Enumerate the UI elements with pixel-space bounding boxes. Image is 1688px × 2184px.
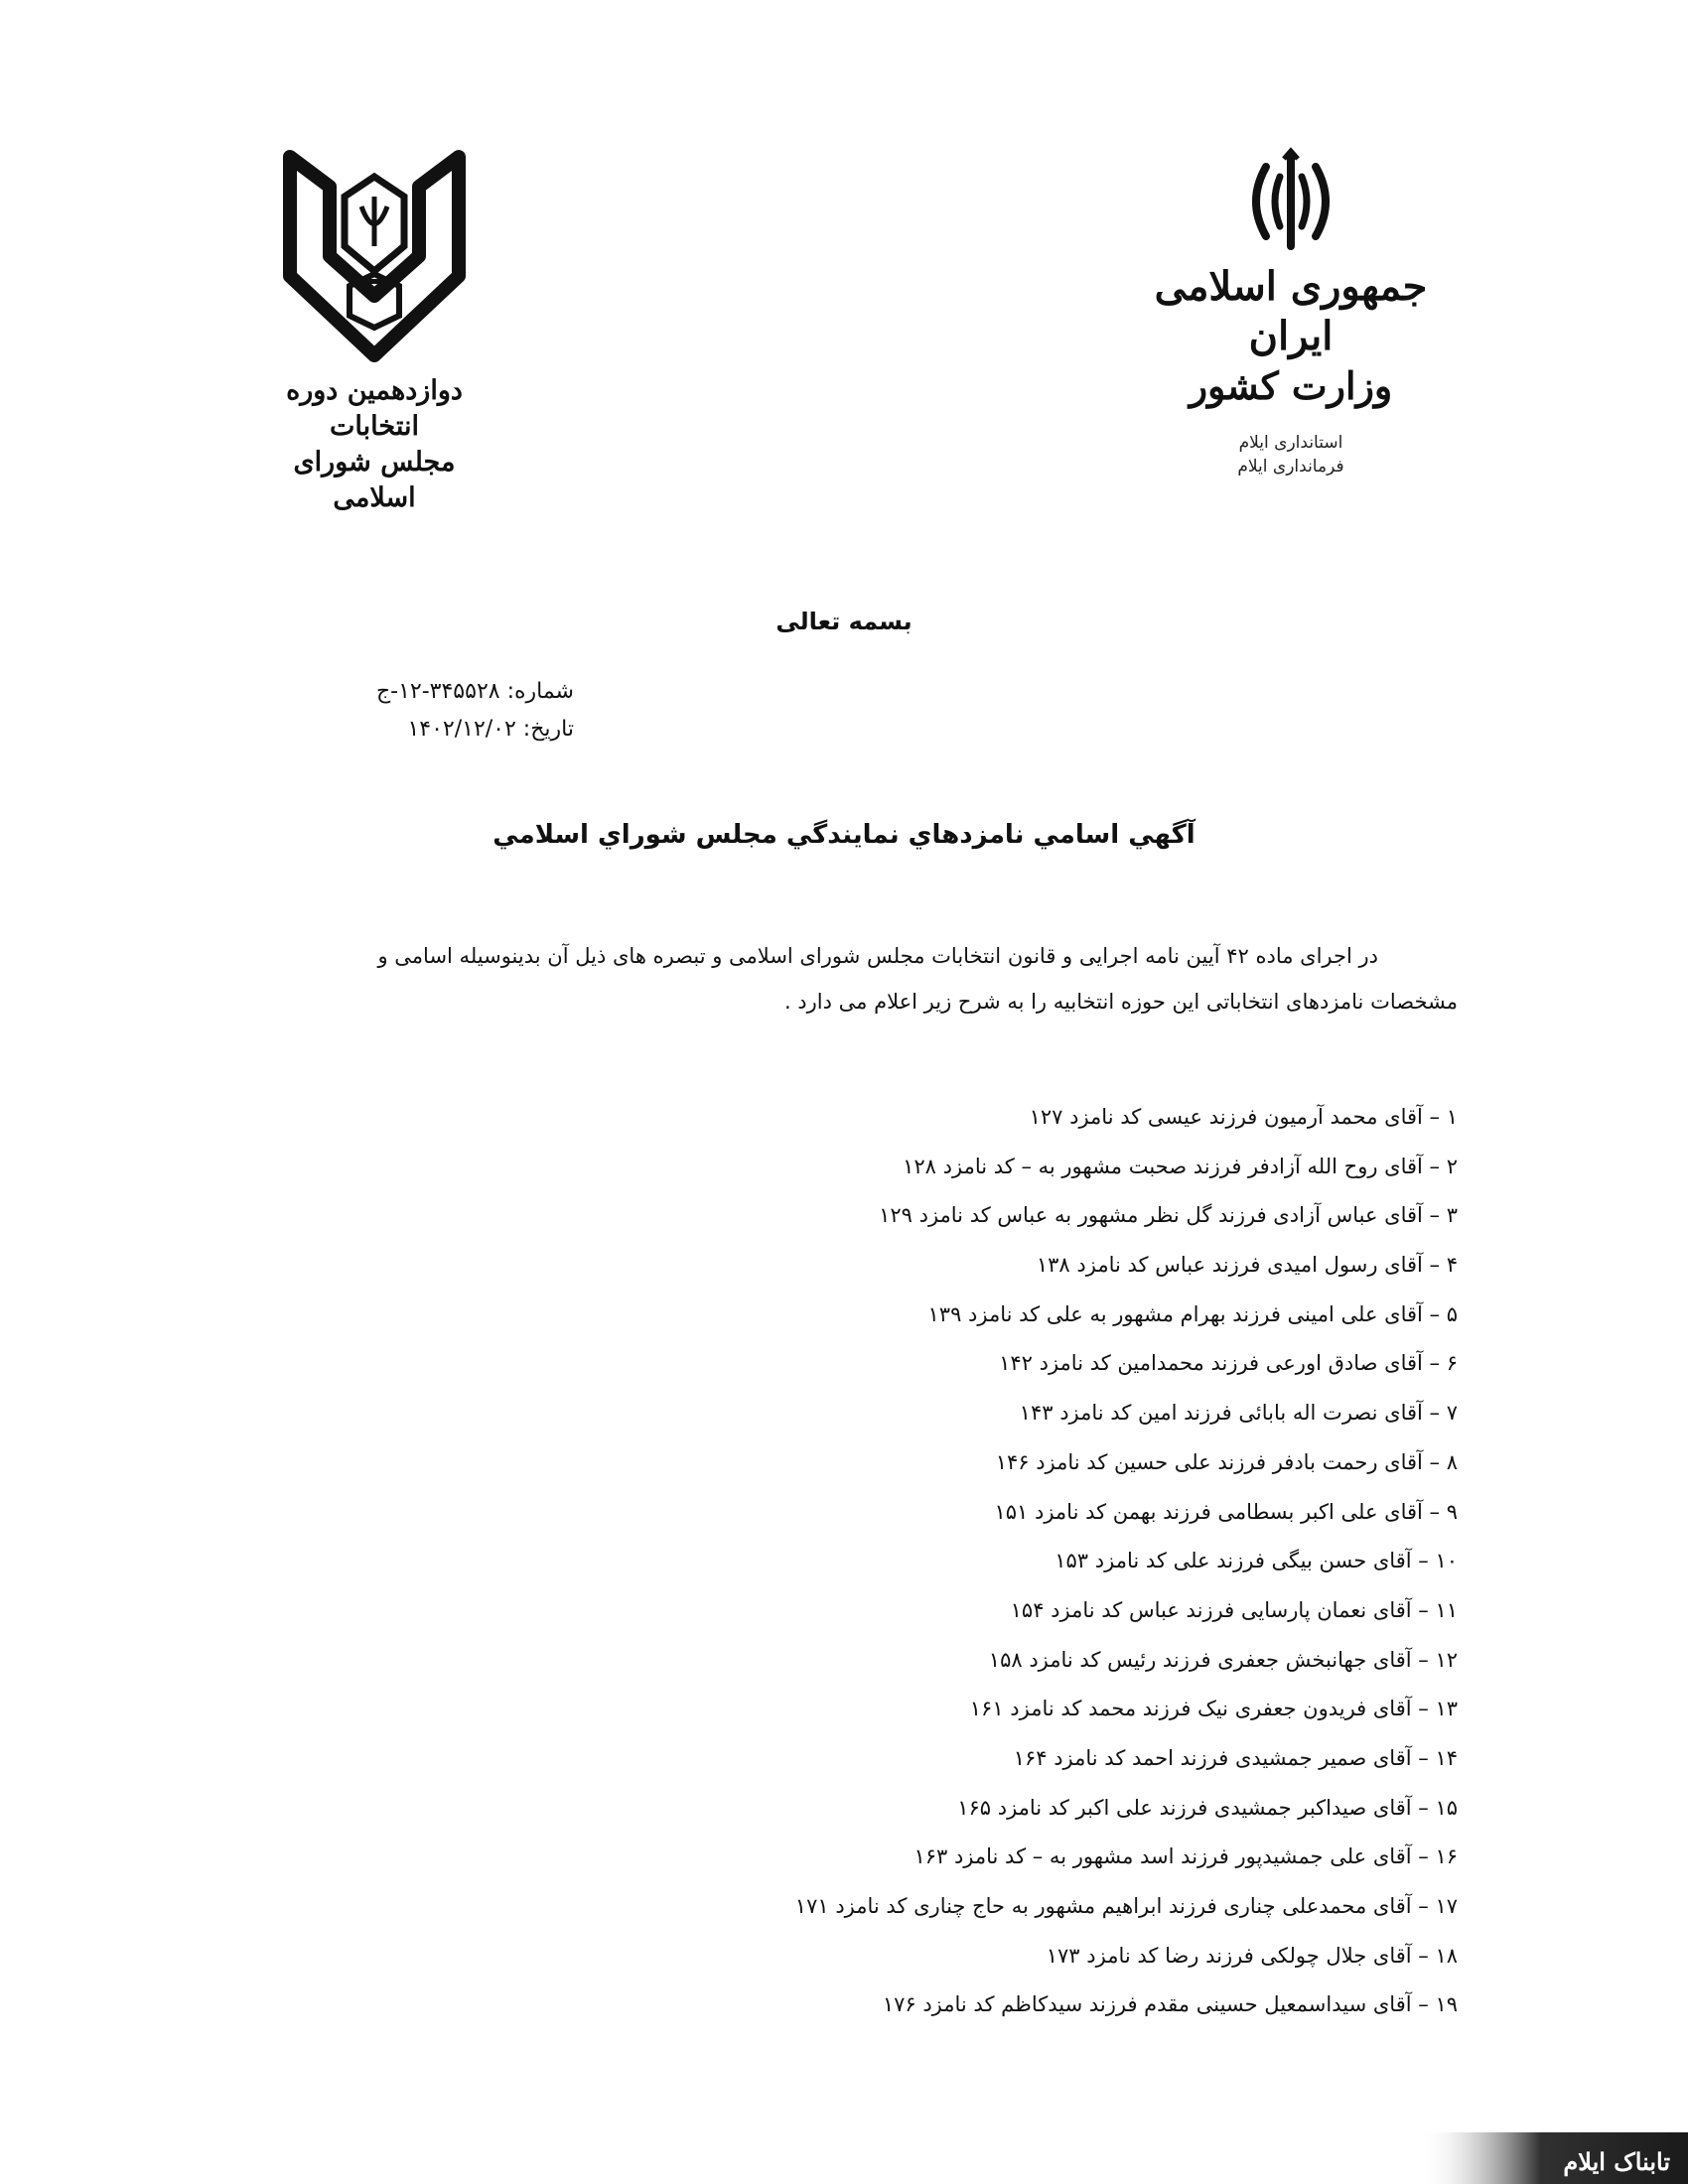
governorate-label: استانداری ایلام: [1238, 433, 1343, 453]
ministry-name: وزارت کشور: [1189, 363, 1393, 408]
candidate-item: ۱۵ – آقای صیداکبر جمشیدی فرزند علی اکبر کد نامزد ۱۶۵: [957, 1795, 1458, 1820]
election-emblem-icon: [270, 147, 479, 365]
candidate-item: ۱۶ – آقای علی جمشیدپور فرزند اسد مشهور به – کد نامزد ۱۶۳: [914, 1844, 1458, 1869]
besmeh-heading: بسمه تعالی: [775, 608, 913, 635]
candidate-item: ۳ – آقای عباس آزادی فرزند گل نظر مشهور به عباس کد نامزد ۱۲۹: [879, 1203, 1458, 1228]
watermark: [1420, 2132, 1688, 2184]
notice-title: آگهي اسامي نامزدهاي نمايندگي مجلس شوراي اسلامي: [492, 820, 1196, 850]
candidate-item: ۴ – آقای رسول امیدی فرزند عباس کد نامزد ۱۳۸: [1036, 1253, 1458, 1278]
candidate-item: ۱۲ – آقای جهانبخش جعفری فرزند رئیس کد نامزد ۱۵۸: [988, 1647, 1458, 1672]
intro-line-1: در اجرای ماده ۴۲ آیین نامه اجرایی و قانون انتخابات مجلس شورای اسلامی و تبصره های ذیل آن بدینوسیله اسامی و: [377, 944, 1378, 968]
candidate-item: ۲ – آقای روح الله آزادفر فرزند صحبت مشهور به – کد نامزد ۱۲۸: [903, 1154, 1458, 1178]
letter-meta: [376, 673, 574, 749]
candidate-item: ۷ – آقای نصرت اله بابائی فرزند امین کد نامزد ۱۴۳: [1019, 1401, 1458, 1426]
candidate-item: ۱۹ – آقای سیداسمعیل حسینی مقدم فرزند سیدکاظم کد نامزد ۱۷۶: [882, 1992, 1458, 2017]
ministry-header: [1152, 147, 1430, 478]
candidate-item: ۱۸ – آقای جلال چولکی فرزند رضا کد نامزد ۱۷۳: [1046, 1943, 1458, 1968]
candidate-item: ۱ – آقای محمد آرمیون فرزند عیسی کد نامزد ۱۲۷: [1029, 1105, 1458, 1129]
election-caption-line1: دوازدهمین دوره انتخابات: [286, 375, 463, 442]
candidate-item: ۹ – آقای علی اکبر بسطامی فرزند بهمن کد نامزد ۱۵۱: [994, 1499, 1458, 1524]
election-caption-line2: مجلس شورای اسلامی: [293, 447, 456, 513]
candidate-item: ۵ – آقای علی امینی فرزند بهرام مشهور به علی کد نامزد ۱۳۹: [927, 1301, 1458, 1326]
election-logo: [260, 147, 489, 516]
intro-paragraph: [216, 933, 1458, 1024]
letter-date: تاریخ: ۱۴۰۲/۱۲/۰۲: [407, 717, 574, 742]
ministry-country-title: جمهوری اسلامی ایران: [1154, 263, 1428, 359]
watermark-text: تابناک ایلام: [1563, 2147, 1670, 2176]
candidate-item: ۱۳ – آقای فریدون جعفری نیک فرزند محمد کد نامزد ۱۶۱: [969, 1697, 1458, 1721]
candidate-item: ۱۱ – آقای نعمان پارسایی فرزند عباس کد نامزد ۱۵۴: [1010, 1597, 1458, 1622]
iran-emblem-icon: [1236, 147, 1345, 256]
candidate-list: [564, 1098, 1458, 2035]
candidate-item: ۱۷ – آقای محمدعلی چناری فرزند ابراهیم مشهور به حاج چناری کد نامزد ۱۷۱: [794, 1894, 1458, 1918]
candidate-item: ۱۰ – آقای حسن بیگی فرزند علی کد نامزد ۱۵۳: [1055, 1549, 1458, 1573]
candidate-item: ۸ – آقای رحمت بادفر فرزند علی حسین کد نامزد ۱۴۶: [995, 1449, 1458, 1474]
candidate-item: ۱۴ – آقای صمیر جمشیدی فرزند احمد کد نامزد ۱۶۴: [1013, 1745, 1458, 1770]
county-governorate-label: فرمانداری ایلام: [1237, 457, 1344, 477]
intro-line-2: مشخصات نامزدهای انتخاباتی این حوزه انتخابیه را به شرح زیر اعلام می دارد .: [783, 990, 1458, 1014]
letter-number: شماره: ۳۴۵۵۲۸-۱۲-ج: [375, 679, 574, 704]
candidate-item: ۶ – آقای صادق اورعی فرزند محمدامین کد نامزد ۱۴۲: [999, 1351, 1458, 1376]
